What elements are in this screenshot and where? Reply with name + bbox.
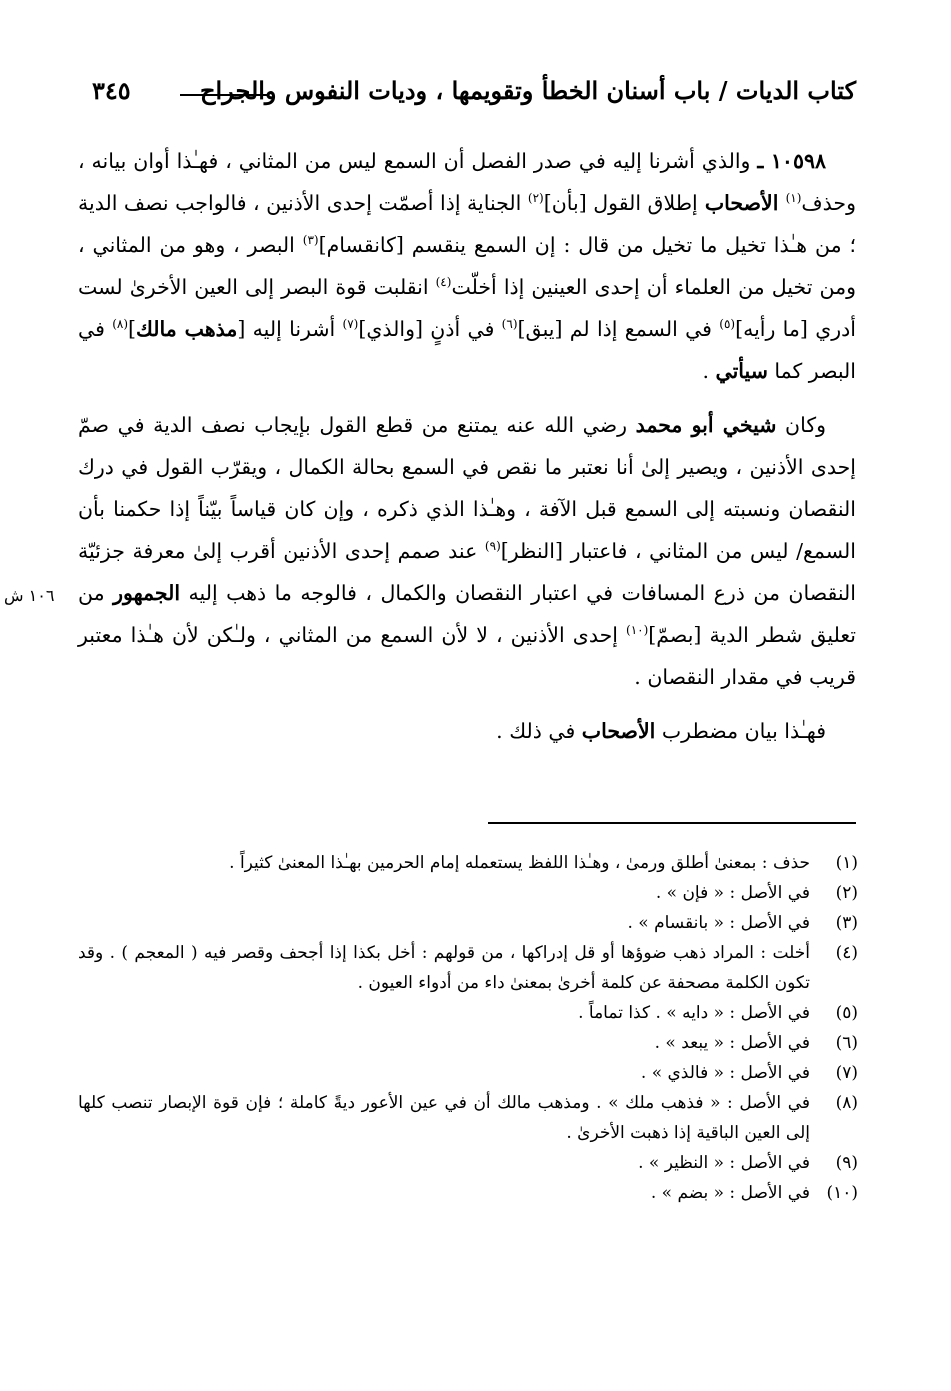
- chapter-title: كتاب الديات / باب أسنان الخطأ وتقويمها ، وديات النفوس والجراح: [200, 76, 856, 105]
- text-run: إحدى الأذنين ، لا لأن السمع من المثاني ، ولـٰكن لأن هـٰذا معتبر قريب في مقدار النقصان .: [78, 623, 856, 689]
- footnote-text: في الأصل : « بضم » .: [650, 1183, 810, 1203]
- header-rule: [180, 94, 268, 96]
- footnote-number: (٥): [835, 1003, 858, 1023]
- text-run: إطلاق القول [بأن]: [543, 191, 698, 215]
- footnote-text: في الأصل : « بانقسام » .: [627, 913, 810, 933]
- footnote-6: [78, 1028, 858, 1058]
- page-number: ٣٤٥: [92, 76, 131, 105]
- text-run: أشرنا إليه [: [237, 317, 343, 341]
- footnote-ref[interactable]: (٣): [302, 233, 319, 248]
- footnote-text: في الأصل : « دايه » . كذا تماماً .: [578, 1003, 810, 1023]
- text-run: فهـٰذا بيان مضطرب: [655, 719, 826, 743]
- footnote-number: (١): [835, 853, 858, 873]
- footnote-text: أخلت : المراد ذهب ضوؤها أو قل إدراكها ، من قولهم : أخل بكذا إذا أجحف وقصر فيه ( المعجم ) . وقد تكون الكلمة مصحفة عن كلمة أخرىٰ بمعنىٰ داء من أدواء العيون .: [78, 943, 810, 993]
- footnote-2: [78, 878, 858, 908]
- term-sayati: سيأتي: [715, 359, 768, 383]
- footnote-text: في الأصل : « فذهب ملك » . ومذهب مالك أن في عين الأعور ديةً كاملة ؛ فإن قوة الإبصار تنصب كلها إلى العين الباقية إذا ذهبت الأخرىٰ .: [78, 1093, 810, 1143]
- footnote-number: (٩): [835, 1153, 858, 1173]
- footnote-10: [78, 1178, 858, 1208]
- main-text: [78, 140, 856, 752]
- term-madhhab-malik: مذهب مالك: [136, 317, 238, 341]
- footnote-1: [78, 848, 858, 878]
- text-run: في البصر كما: [78, 317, 856, 383]
- text-run: عند صمم إحدى الأذنين أقرب إلىٰ معرفة جزئيّة النقصان من ذرع المسافات في اعتبار النقصان والكمال ، فالوجه ما ذهب إليه: [78, 539, 856, 605]
- footnote-separator: [488, 822, 856, 824]
- footnote-ref[interactable]: (٤): [435, 275, 452, 290]
- footnote-ref[interactable]: (٨): [112, 317, 129, 332]
- paragraph-shaykh: [78, 404, 856, 698]
- text-run: .: [702, 359, 716, 383]
- footnote-ref[interactable]: (٢): [527, 191, 544, 206]
- footnote-8: [78, 1088, 858, 1148]
- footnote-ref[interactable]: (٦): [501, 317, 518, 332]
- text-run: في السمع إذا لم [يبق]: [517, 317, 720, 341]
- text-run: من تعليق شطر الدية [بصمّ]: [78, 581, 856, 647]
- paragraph-10598: [78, 140, 856, 392]
- footnote-text: حذف : بمعنىٰ أطلق ورمىٰ ، وهـٰذا اللفظ يستعمله إمام الحرمين بهـٰذا المعنىٰ كثيراً .: [229, 853, 810, 873]
- text-run: البصر ، وهو من المثاني ، ومن تخيل من العلماء أن إحدى العينين إذا أخلّت: [78, 233, 856, 299]
- footnote-9: [78, 1148, 858, 1178]
- term-ashab: الأصحاب: [581, 719, 656, 743]
- paragraph-conclusion: [78, 710, 856, 752]
- footnote-number: (٤): [835, 943, 858, 963]
- footnote-number: (١٠): [826, 1183, 858, 1203]
- footnote-ref[interactable]: (٩): [484, 539, 501, 554]
- text-run: انقلبت قوة البصر إلى العين الأخرىٰ لست أدري [ما رأيه]: [78, 275, 856, 341]
- footnote-4: [78, 938, 858, 998]
- text-run: في أذنٍ [والذي]: [358, 317, 502, 341]
- footnote-number: (٧): [835, 1063, 858, 1083]
- paragraph-number: ١٠٥٩٨ ـ: [757, 149, 826, 173]
- footnote-ref[interactable]: (٧): [342, 317, 359, 332]
- footnote-text: في الأصل : « فإن » .: [655, 883, 810, 903]
- text-run: ]: [128, 317, 137, 341]
- footnote-ref[interactable]: (٥): [719, 317, 736, 332]
- text-run: في ذلك .: [496, 719, 582, 743]
- footnote-7: [78, 1058, 858, 1088]
- footnote-ref[interactable]: (١): [785, 191, 802, 206]
- text-run: رضي الله عنه يمتنع من قطع القول بإيجاب نصف الدية في صمّ إحدى الأذنين ، ويصير إلىٰ أنا نعتبر ما نقص في السمع بحالة الكمال ، ويقرّب القول في درك النقصان ونسبته إلى السمع قبل الآفة ، وهـٰذا الذي ذكره ، وإن كان قياساً بيّناً إذا حكمنا بأن السمع/ ليس من المثاني ، فاعتبار [النظر]: [78, 413, 856, 563]
- running-header: [92, 76, 856, 116]
- footnotes: [78, 848, 858, 1208]
- footnote-text: في الأصل : « يبعد » .: [654, 1033, 810, 1053]
- footnote-ref[interactable]: (١٠): [626, 623, 649, 638]
- footnote-number: (٢): [835, 883, 858, 903]
- term-shaykh-abu-muhammad: شيخي أبو محمد: [635, 413, 777, 437]
- footnote-number: (٦): [835, 1033, 858, 1053]
- text-run: وكان: [776, 413, 826, 437]
- footnote-5: [78, 998, 858, 1028]
- text-run: الجناية إذا أصمّت إحدى الأذنين ، فالواجب نصف الدية ؛ من هـٰذا تخيل ما تخيل من قال : إن السمع ينقسم [كانقسام]: [78, 191, 856, 257]
- footnote-number: (٨): [835, 1093, 858, 1113]
- term-ashab: الأصحاب: [697, 191, 786, 215]
- manuscript-folio-marker: ١٠٦ ش: [4, 586, 55, 605]
- footnote-number: (٣): [835, 913, 858, 933]
- footnote-3: [78, 908, 858, 938]
- footnote-text: في الأصل : « فالذي » .: [640, 1063, 810, 1083]
- text-run: والذي أشرنا إليه في صدر الفصل أن السمع ليس من المثاني ، فهـٰذا أوان بيانه ، وحذف: [78, 149, 856, 215]
- footnote-text: في الأصل : « النظير » .: [638, 1153, 810, 1173]
- term-jumhur: الجمهور: [113, 581, 181, 605]
